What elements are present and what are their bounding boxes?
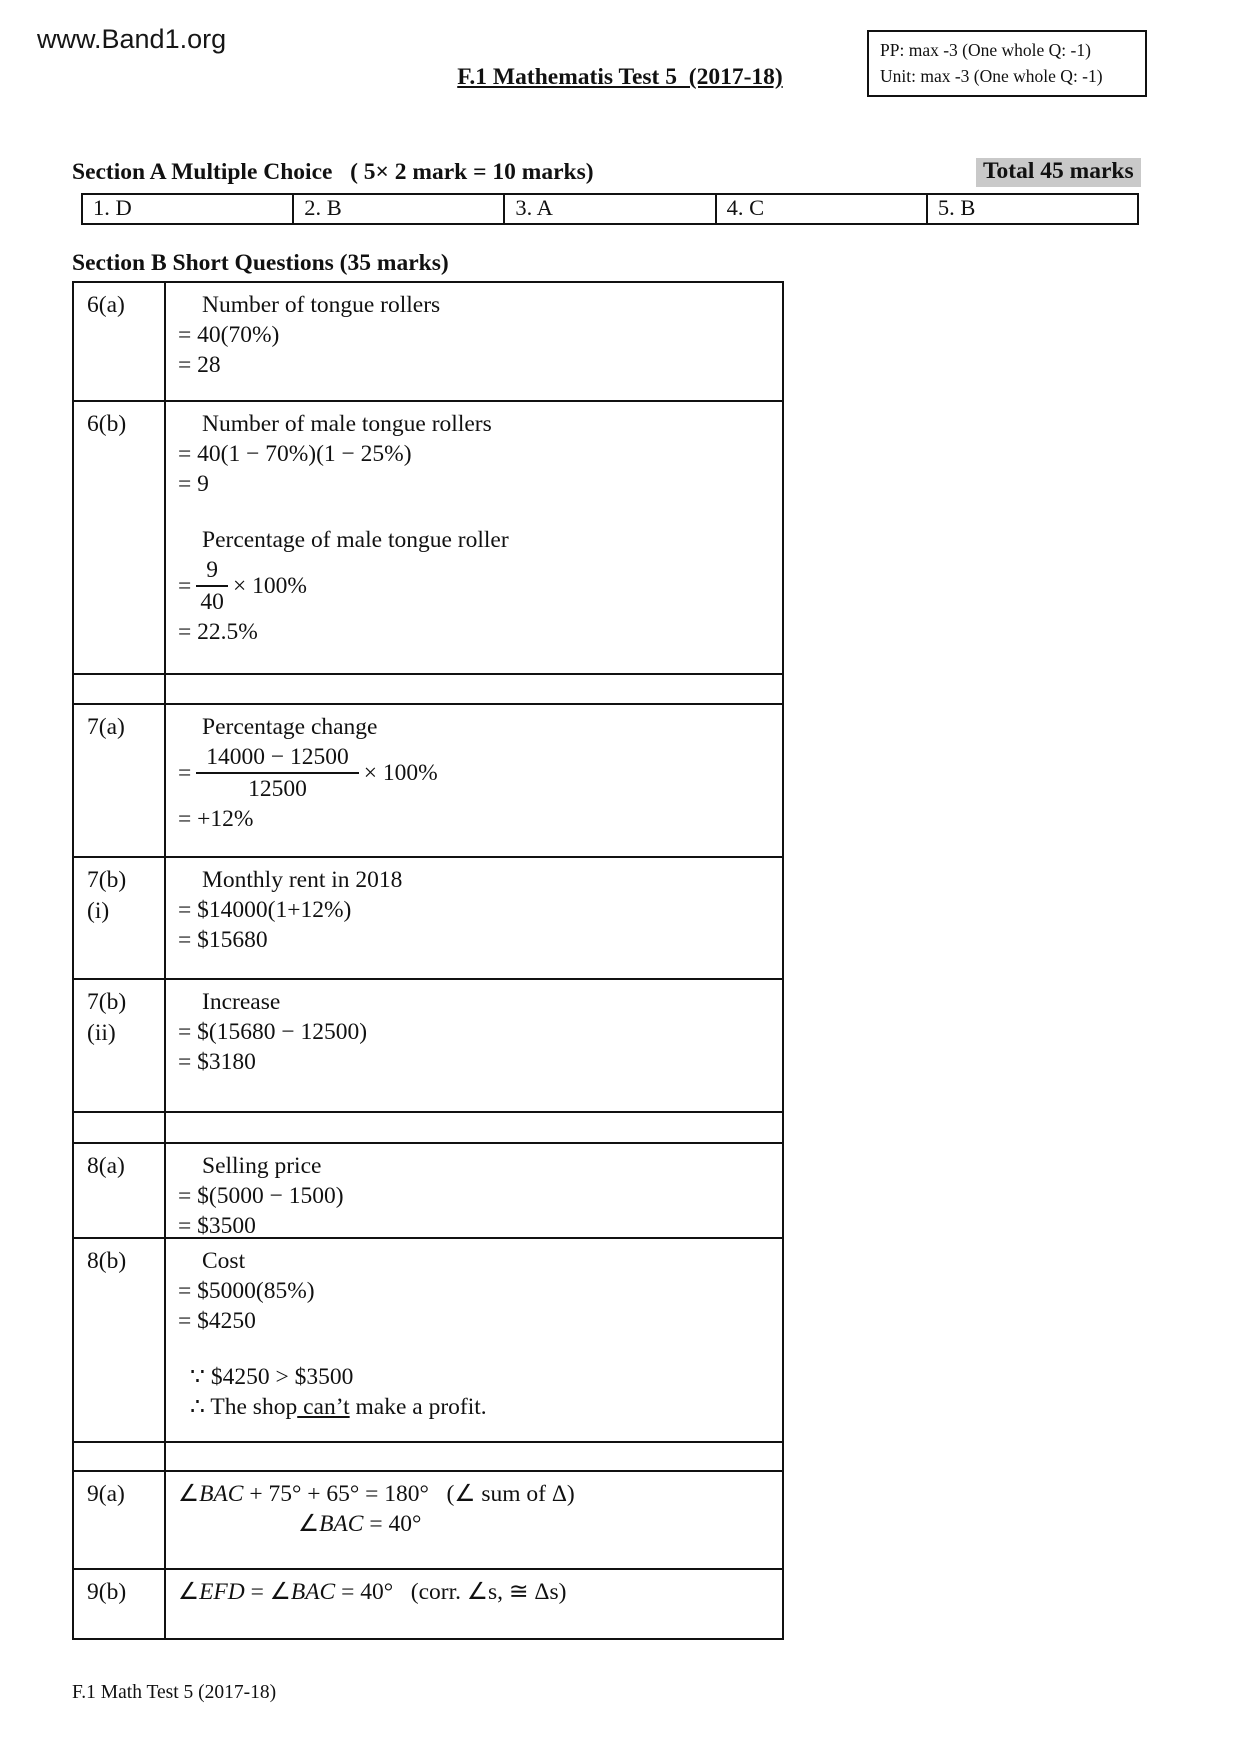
answer-label-line: Percentage change xyxy=(202,714,378,740)
total-marks-badge: Total 45 marks xyxy=(976,158,1141,187)
answer-equation-line: = $14000(1+12%) xyxy=(178,897,352,923)
answer-cell xyxy=(166,1113,782,1142)
mc-answer-cell: 3. A xyxy=(503,195,714,223)
text-segment: BAC xyxy=(199,1481,244,1507)
answer-equation-line xyxy=(166,1479,782,1509)
question-id-cell xyxy=(74,283,166,400)
mc-answer-cell: 1. D xyxy=(93,195,132,220)
question-id: 7(a) xyxy=(87,714,125,740)
answer-cell xyxy=(166,705,782,856)
fraction-equation xyxy=(166,742,782,804)
mc-answer-cell: 2. B xyxy=(292,195,503,223)
fraction-denominator: 12500 xyxy=(248,776,307,802)
text-segment: = 40° xyxy=(363,1511,422,1537)
section-b-heading: Section B Short Questions (35 marks) xyxy=(72,250,449,276)
equation-prefix: = xyxy=(178,760,192,786)
answer-row-spacer-2 xyxy=(74,1111,782,1142)
text-segment: ∠ xyxy=(178,1481,200,1507)
question-id: 6(b) xyxy=(87,411,127,437)
text-segment: ∠ xyxy=(178,1579,200,1605)
answer-cell xyxy=(166,980,782,1111)
answer-cell xyxy=(166,858,782,978)
answer-equation-line: = 22.5% xyxy=(178,619,258,645)
answer-equation-line: = 9 xyxy=(178,471,209,497)
equation-prefix: = xyxy=(178,573,192,599)
equation-suffix: × 100% xyxy=(233,573,307,599)
question-id-cell xyxy=(74,705,166,856)
footer-text: F.1 Math Test 5 (2017-18) xyxy=(72,1682,277,1703)
text-segment: = 40° (corr. ∠s, ≅ Δs) xyxy=(335,1579,567,1605)
answer-row-9a xyxy=(74,1470,782,1568)
question-id-cell xyxy=(74,1144,166,1237)
fraction-numerator: 14000 − 12500 xyxy=(196,742,359,774)
question-id: 7(b) xyxy=(87,867,127,893)
question-id: 8(b) xyxy=(87,1248,127,1274)
section-b-table xyxy=(72,281,784,1640)
marking-box-line-pp: PP: max -3 (One whole Q: -1) xyxy=(880,40,1091,60)
answer-equation-line: = $5000(85%) xyxy=(178,1278,315,1304)
answer-label-line: Number of male tongue rollers xyxy=(202,411,492,437)
text-segment: can’t xyxy=(297,1394,350,1420)
answer-equation-line: = +12% xyxy=(178,806,254,832)
question-id: 9(b) xyxy=(87,1579,127,1605)
question-id-cell xyxy=(74,1113,166,1142)
answer-equation-line: = $4250 xyxy=(178,1308,256,1334)
answer-cell xyxy=(166,1239,782,1441)
question-id-cell xyxy=(74,858,166,978)
answer-label-line: Cost xyxy=(202,1248,246,1274)
answer-cell xyxy=(166,402,782,673)
answer-equation-line: = $15680 xyxy=(178,927,268,953)
answer-cell xyxy=(166,675,782,703)
answer-label-line: Selling price xyxy=(202,1153,322,1179)
answer-row-8b xyxy=(74,1237,782,1441)
site-name: www.Band1.org xyxy=(37,24,227,54)
answer-equation-line: = 40(1 − 70%)(1 − 25%) xyxy=(178,441,412,467)
mc-answer-cell: 5. B xyxy=(926,195,1137,223)
answer-label-line: Percentage of male tongue roller xyxy=(202,527,509,553)
answer-row-7b-i xyxy=(74,856,782,978)
text-segment: BAC xyxy=(290,1579,336,1605)
answer-label-line: Number of tongue rollers xyxy=(202,292,441,318)
equation-suffix: × 100% xyxy=(363,760,438,786)
question-id-sub: (i) xyxy=(87,898,110,924)
answer-equation-line: = 28 xyxy=(178,352,221,378)
question-id-cell xyxy=(74,402,166,673)
question-id: 6(a) xyxy=(87,292,125,318)
answer-row-9b xyxy=(74,1568,782,1638)
text-segment: BAC xyxy=(319,1511,364,1537)
question-id: 9(a) xyxy=(87,1481,125,1507)
question-id: 8(a) xyxy=(87,1153,125,1179)
blank-line xyxy=(166,1336,782,1362)
answer-equation-line xyxy=(166,1509,782,1539)
answer-cell xyxy=(166,1472,782,1568)
question-id-cell xyxy=(74,675,166,703)
answer-row-7a xyxy=(74,703,782,856)
section-a-heading: Section A Multiple Choice ( 5× 2 mark = 10 marks) xyxy=(72,159,594,185)
answer-equation-line: = $3180 xyxy=(178,1049,256,1075)
answer-equation-line: = $3500 xyxy=(178,1213,256,1239)
fraction xyxy=(196,555,228,617)
answer-cell xyxy=(166,1144,782,1237)
answer-row-spacer-3 xyxy=(74,1441,782,1470)
answer-row-8a xyxy=(74,1142,782,1237)
answer-cell xyxy=(166,1443,782,1470)
text-segment: EFD xyxy=(199,1579,245,1605)
mc-answers-table xyxy=(81,193,1139,225)
answer-label-line: Increase xyxy=(202,989,281,1015)
text-segment: make a profit. xyxy=(349,1394,487,1420)
blank-line xyxy=(166,499,782,525)
question-id-cell xyxy=(74,1570,166,1638)
text-segment: ∴ The shop xyxy=(190,1394,298,1420)
answer-equation-line xyxy=(166,1392,782,1422)
mc-answer-cell: 4. C xyxy=(715,195,926,223)
answer-equation-line xyxy=(166,1577,782,1607)
fraction-equation xyxy=(166,555,782,617)
question-id-cell xyxy=(74,1239,166,1441)
fraction-numerator: 9 xyxy=(196,555,228,587)
question-id-sub: (ii) xyxy=(87,1020,116,1046)
answer-equation-line: ∵ $4250 > $3500 xyxy=(190,1364,354,1390)
question-id-cell xyxy=(74,1443,166,1470)
answer-equation-line: = $(5000 − 1500) xyxy=(178,1183,344,1209)
fraction xyxy=(196,742,359,804)
text-segment: + 75° + 65° = 180° (∠ sum of Δ) xyxy=(243,1481,575,1507)
question-id-cell xyxy=(74,980,166,1111)
marking-box-line-unit: Unit: max -3 (One whole Q: -1) xyxy=(880,66,1103,86)
fraction-denominator: 40 xyxy=(200,589,224,615)
answer-equation-line: = 40(70%) xyxy=(178,322,280,348)
answer-row-spacer-1 xyxy=(74,673,782,703)
answer-row-6b xyxy=(74,400,782,673)
question-id: 7(b) xyxy=(87,989,127,1015)
page-title: F.1 Mathematis Test 5 (2017-18) xyxy=(457,64,783,90)
text-segment: = ∠ xyxy=(244,1579,291,1605)
answer-row-7b-ii xyxy=(74,978,782,1111)
answer-cell xyxy=(166,283,782,400)
answer-label-line: Monthly rent in 2018 xyxy=(202,867,403,893)
question-id-cell xyxy=(74,1472,166,1568)
answer-row-6a xyxy=(74,283,782,400)
answer-cell xyxy=(166,1570,782,1638)
text-segment: ∠ xyxy=(298,1511,320,1537)
answer-equation-line: = $(15680 − 12500) xyxy=(178,1019,368,1045)
